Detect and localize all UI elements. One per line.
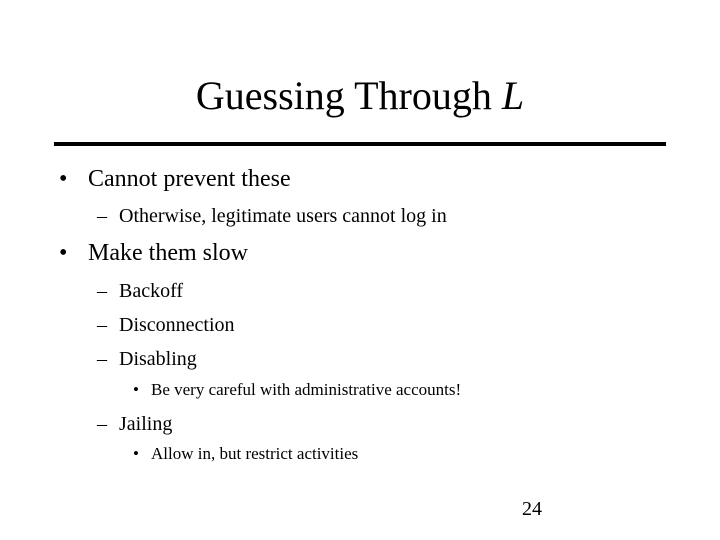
slide-title bbox=[0, 70, 720, 122]
bullet-marker: • bbox=[133, 380, 139, 399]
subitem-text: Jailing bbox=[119, 413, 173, 435]
bullet-text: Cannot prevent these bbox=[88, 166, 291, 192]
slide-title-text: Guessing Through bbox=[195, 73, 502, 118]
dash-marker: – bbox=[97, 205, 107, 227]
bullet-marker: • bbox=[59, 166, 68, 192]
bullet-marker: • bbox=[59, 240, 68, 266]
bullet-text: Make them slow bbox=[88, 240, 248, 266]
subsubitem-text: Allow in, but restrict activities bbox=[151, 444, 359, 463]
dash-marker: – bbox=[97, 413, 107, 435]
title-underline-rule bbox=[54, 142, 666, 146]
subitem-text: Otherwise, legitimate users cannot log in bbox=[119, 205, 447, 227]
dash-marker: – bbox=[97, 280, 107, 302]
subitem-text: Disabling bbox=[119, 348, 197, 370]
dash-marker: – bbox=[97, 314, 107, 336]
page-number: 24 bbox=[522, 498, 542, 520]
slide-title-variable: L bbox=[501, 73, 525, 118]
subitem-text: Backoff bbox=[119, 280, 184, 302]
subsubitem-text: Be very careful with administrative accounts! bbox=[151, 380, 462, 399]
bullet-marker: • bbox=[133, 444, 139, 463]
subitem-text: Disconnection bbox=[119, 314, 235, 336]
dash-marker: – bbox=[97, 348, 107, 370]
